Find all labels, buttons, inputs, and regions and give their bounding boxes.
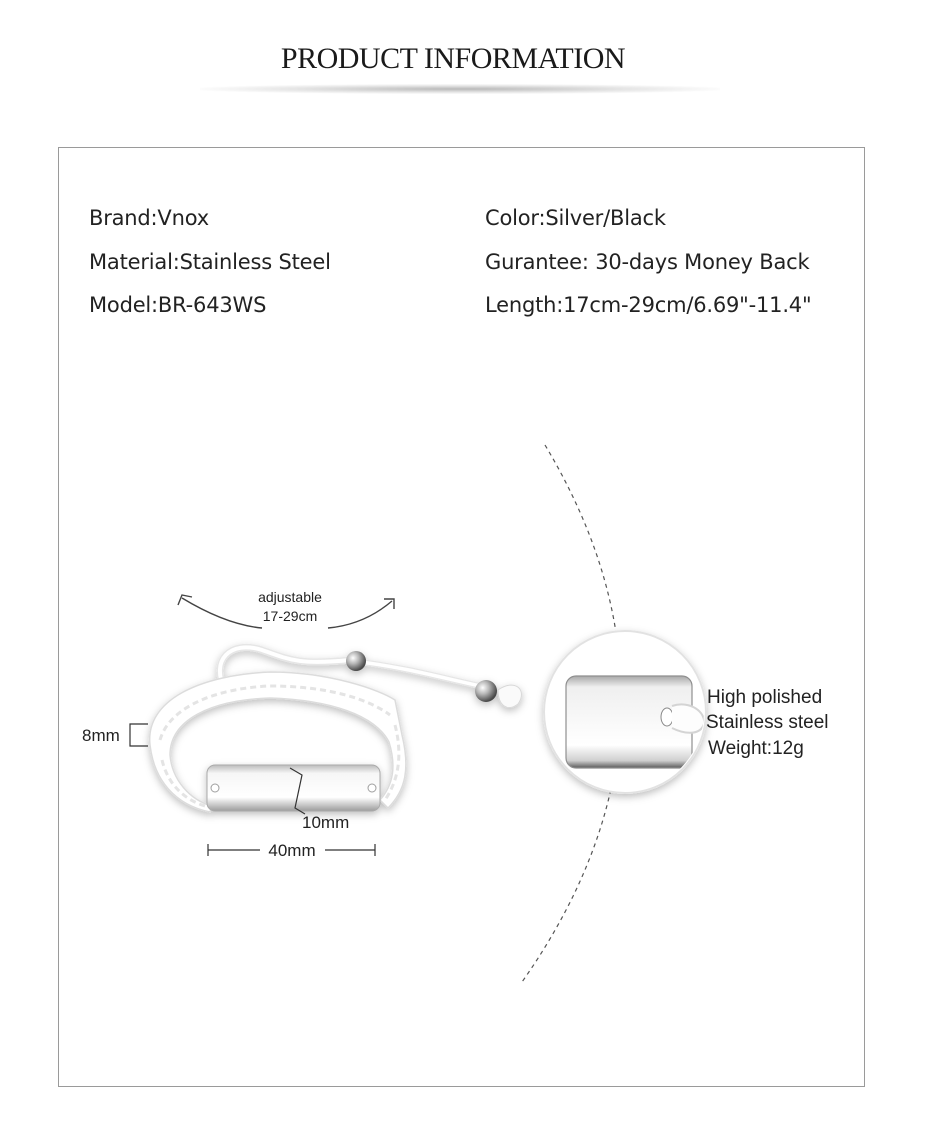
slider-bead-2 [475,680,497,702]
plate-length-label: 40mm [268,841,316,860]
spec-length: Length:17cm-29cm/6.69"-11.4" [485,293,812,317]
spec-guarantee: Gurantee: 30-days Money Back [485,250,810,274]
adjustable-label: adjustable [258,589,322,605]
slider-bead-1 [346,651,366,671]
spec-material: Material:Stainless Steel [89,250,331,274]
detail-line-material: Stainless steel [706,712,829,733]
detail-magnifier [540,630,710,800]
adjustable-arrow-left [182,598,262,628]
adjustable-arrow-right [328,601,392,628]
spec-model: Model:BR-643WS [89,293,267,317]
bracelet [150,647,522,812]
detail-line-weight: Weight:12g [708,738,804,759]
band-width-bracket [130,724,148,746]
band-width-label: 8mm [82,726,120,745]
cord-knot [498,685,521,707]
spec-color: Color:Silver/Black [485,206,666,230]
spec-brand: Brand:Vnox [89,206,209,230]
id-plate [207,765,380,811]
page-title: PRODUCT INFORMATION [280,42,626,75]
detail-line-finish: High polished [707,687,823,708]
plate-height-label: 10mm [302,813,350,832]
adjustable-range-label: 17-29cm [262,608,318,624]
